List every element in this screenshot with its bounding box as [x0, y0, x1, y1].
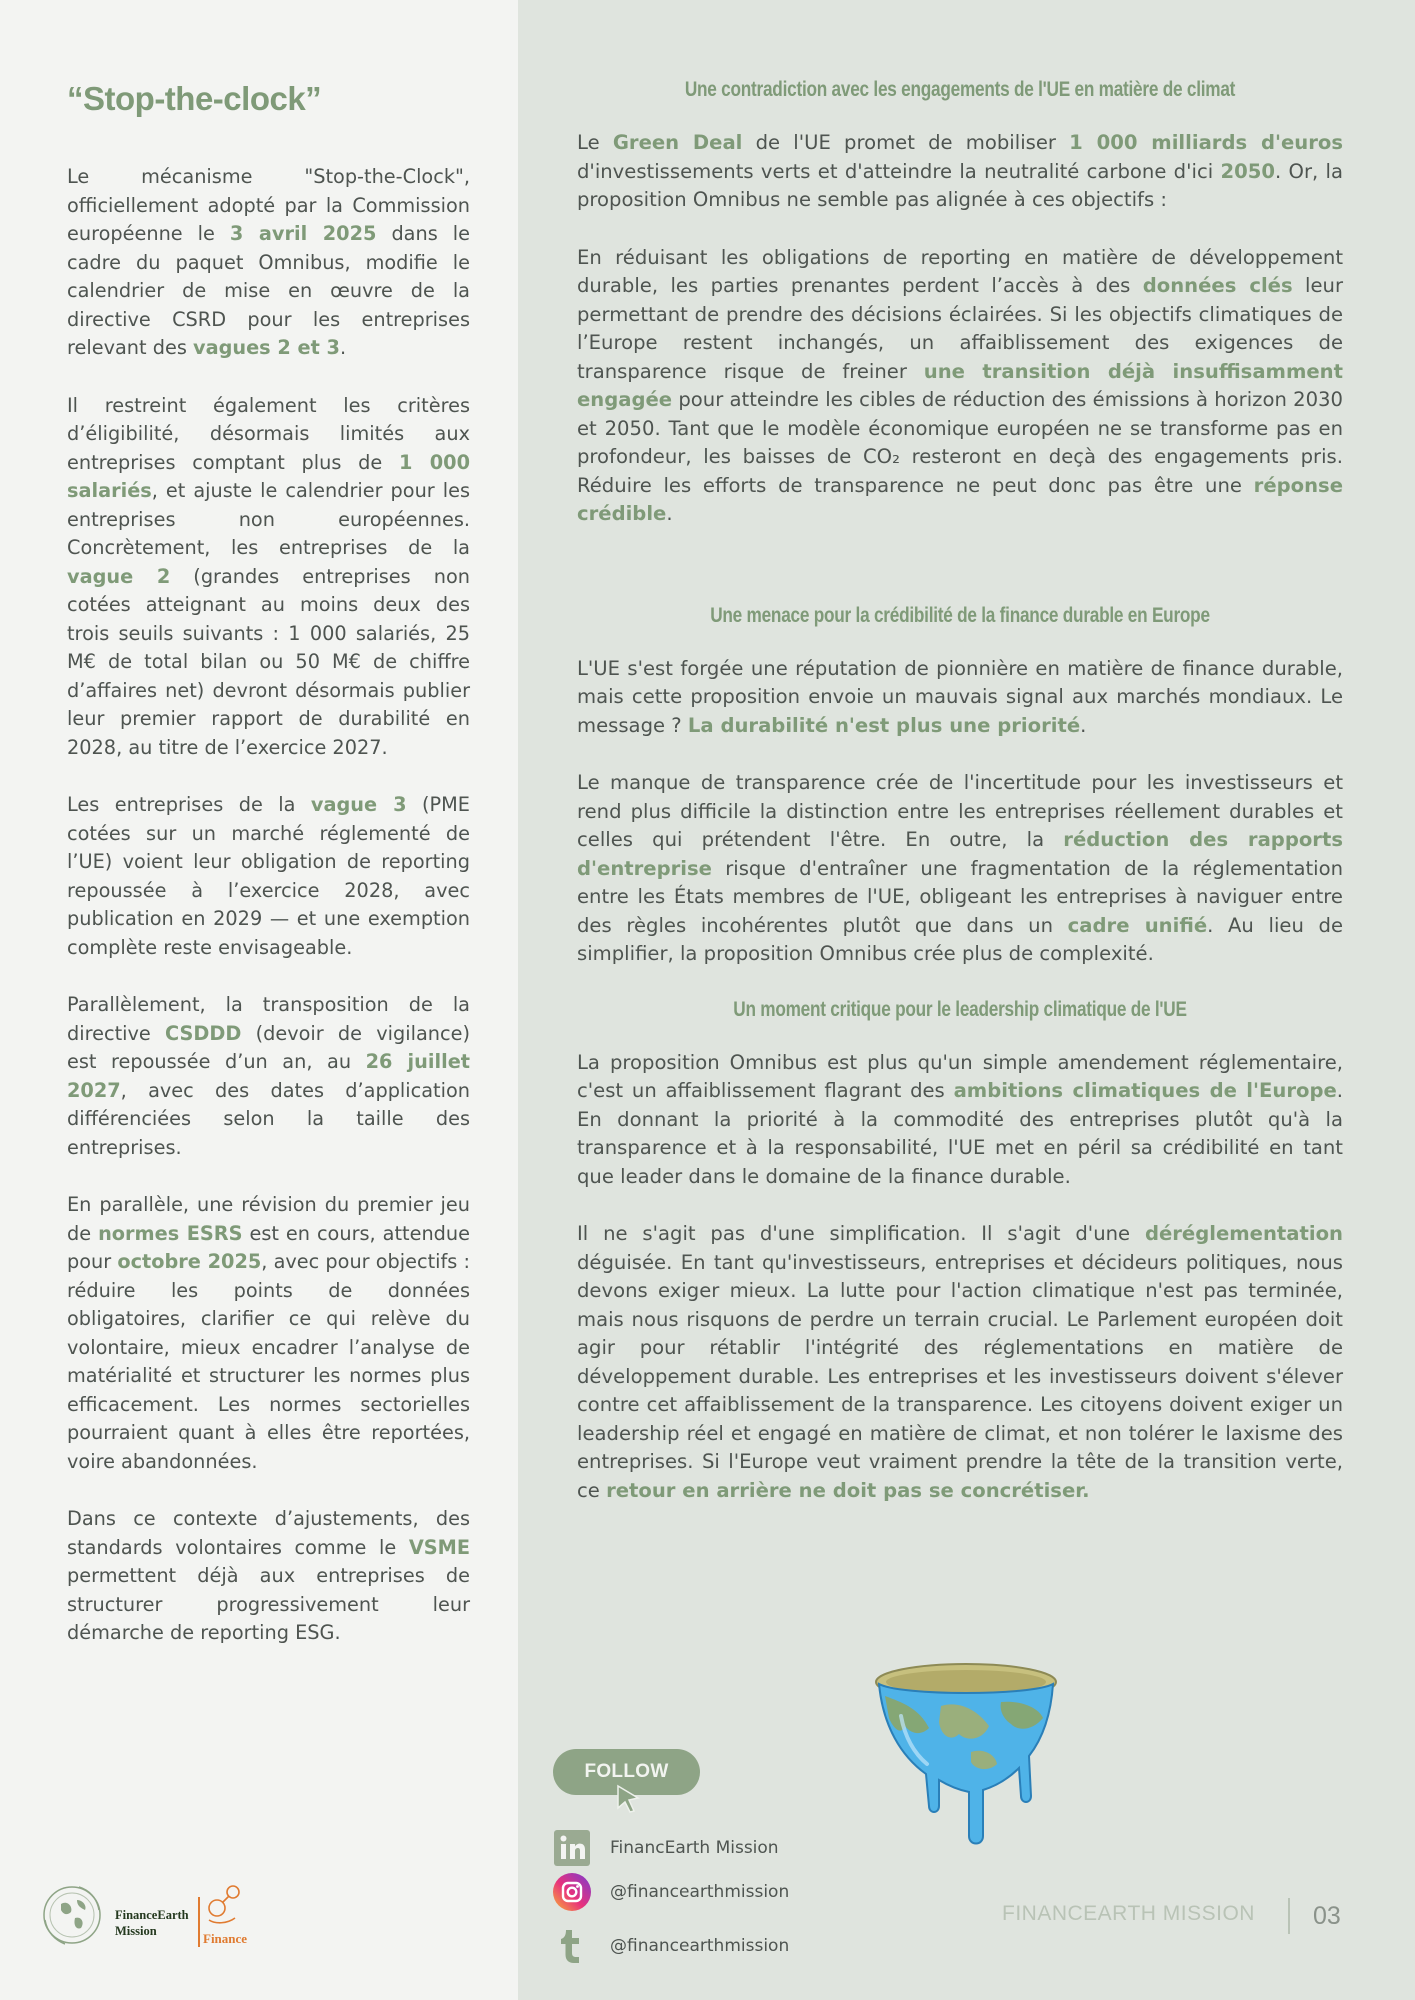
linkedin-handle: FinancEarth Mission [610, 1838, 779, 1858]
body-text: Il restreint également les critères d’éligibilité, désormais limités aux entreprises comptant plus de [67, 393, 470, 474]
highlight-text: déréglementation [1144, 1222, 1343, 1245]
body-text: . [1080, 713, 1087, 737]
body-text: pour atteindre les cibles de réduction des émissions à horizon 2030 et 2050. Tant que le modèle économique européen ne se transforme pas en profondeur, les baisses de CO₂ resteront en deçà des engagements pris. Réduire les efforts de transparence ne peut donc pas être une [577, 388, 1343, 497]
paragraph [67, 1191, 470, 1476]
logo-divider [198, 1897, 200, 1947]
paragraph [67, 1505, 470, 1648]
body-text: . [666, 502, 673, 525]
highlight-text: 26 juillet 2027 [67, 1050, 470, 1102]
highlight-text: CSDDD [164, 1021, 242, 1045]
paragraph [67, 163, 470, 363]
body-text: déguisée. En tant qu'investisseurs, entreprises et décideurs politiques, nous devons exiger mieux. La lutte pour l'action climatique n'est pas terminée, mais nous risquons de perdre un terrain crucial. Le Parlement européen doit agir pour rétablir l'intégrité des réglementations en matière de développement durable. Les entreprises et les investisseurs doivent s'élever contre cet affaiblissement de la transparence. Les citoyens doivent exiger un leadership réel et engagé en matière de climat, et non tolérer le laxisme des entreprises. Si l'Europe veut vraiment prendre la tête de la transition verte, ce [577, 1250, 1343, 1502]
body-text: est en cours, attendue pour [67, 1221, 470, 1273]
highlight-text: octobre 2025 [117, 1250, 262, 1273]
section-heading: Une contradiction avec les engagements de l'UE en matière de climat [684, 78, 1236, 101]
body-text: , et ajuste le calendrier pour les entreprises non européennes. Concrètement, les entreprises de la [67, 479, 470, 559]
paragraph [577, 244, 1343, 529]
highlight-text: VSME [408, 1535, 470, 1559]
highlight-text: 3 avril 2025 [229, 222, 377, 245]
paragraph [577, 769, 1343, 969]
body-text: L'UE s'est forgée une réputation de pionnière en matière de finance durable, mais cette proposition envoie un mauvais signal aux marchés mondiaux. Le message ? [577, 656, 1343, 737]
instagram-handle: @financearthmission [610, 1882, 790, 1902]
logo-finance-label: Finance [203, 1931, 248, 1946]
financeearth-logo-globe [37, 1880, 107, 1950]
body-text: risque d'entraîner une fragmentation de la réglementation entre les États membres de l'UE, obligeant les entreprises à naviguer entre des règles incohérentes plutôt que dans un [577, 856, 1343, 937]
highlight-text: réduction des rapports d'entreprise [577, 828, 1343, 880]
linkedin-link[interactable] [552, 1828, 779, 1868]
footer-title: FINANCEARTH MISSION [1002, 1902, 1255, 1925]
body-text: Le mécanisme "Stop-the-Clock", officiellement adopté par la Commission européenne le [67, 165, 470, 245]
footer-divider [1288, 1898, 1290, 1934]
body-text: Les entreprises de la [67, 793, 311, 816]
finance-logo-icon [205, 1880, 245, 1928]
body-text: Le [577, 131, 613, 154]
highlight-text: réponse crédible [577, 473, 1343, 525]
right-text-block [577, 78, 1343, 1534]
logo-line-2: Mission [115, 1924, 157, 1938]
body-text: d'investissements verts et d'atteindre la neutralité carbone d'ici [577, 159, 1221, 183]
body-text: (devoir de vigilance) est repoussée d’un an, au [67, 1021, 470, 1073]
logo-line-1: FinanceEarth [115, 1908, 189, 1922]
body-text: Il ne s'agit pas d'une simplification. Il s'agit d'une [577, 1222, 1145, 1245]
paragraph [67, 392, 470, 763]
body-text: . Or, la proposition Omnibus ne semble pas alignée à ces objectifs : [577, 159, 1343, 211]
body-text: En réduisant les obligations de reporting en matière de développement durable, les parties prenantes perdent l’accès à des [577, 245, 1343, 297]
body-text: Parallèlement, la transposition de la directive [67, 993, 470, 1045]
left-title: “Stop-the-clock” [67, 80, 322, 117]
instagram-link[interactable] [552, 1872, 789, 1912]
left-text-block [67, 163, 470, 1677]
highlight-text: vague 2 [67, 564, 171, 588]
body-text: . [339, 336, 347, 359]
linkedin-icon [552, 1828, 592, 1868]
tumblr-icon [552, 1926, 592, 1966]
paragraph [67, 991, 470, 1162]
paragraph [577, 1049, 1343, 1192]
body-text: La proposition Omnibus est plus qu'un simple amendement réglementaire, c'est un affaiblissement flagrant des [577, 1050, 1343, 1102]
body-text: En parallèle, une révision du premier jeu de [67, 1193, 470, 1245]
paragraph [577, 129, 1343, 215]
highlight-text: retour en arrière ne doit pas se concrétiser. [606, 1478, 1090, 1502]
cursor-icon [616, 1784, 642, 1814]
highlight-text: une transition déjà insuffisamment engagée [577, 359, 1343, 411]
tumblr-handle: @financearthmission [610, 1936, 790, 1956]
body-text: dans le cadre du paquet Omnibus, modifie le calendrier de mise en œuvre de la directive CSRD pour les entreprises relevant des [67, 222, 470, 359]
highlight-text: vague 3 [310, 793, 407, 816]
section-gap [577, 558, 1343, 604]
paragraph [577, 655, 1343, 741]
melting-globe-illustration [871, 1656, 1061, 1846]
highlight-text: données clés [1142, 274, 1293, 297]
highlight-text: La durabilité n'est plus une priorité [687, 713, 1081, 737]
highlight-text: Green Deal [612, 131, 743, 154]
body-text: . Au lieu de simplifier, la proposition Omnibus crée plus de complexité. [577, 913, 1344, 965]
section-heading: Une menace pour la crédibilité de la finance durable en Europe [710, 603, 1210, 627]
highlight-text: 2050 [1220, 159, 1276, 183]
body-text: permettent déjà aux entreprises de structurer progressivement leur démarche de reporting ESG. [67, 1564, 470, 1644]
logo-name [115, 1907, 189, 1939]
highlight-text: ambitions climatiques de l'Europe [953, 1079, 1337, 1102]
highlight-text: 1 000 milliards d'euros [1069, 131, 1343, 154]
instagram-icon [552, 1872, 592, 1912]
body-text: . En donnant la priorité à la commodité des entreprises plutôt qu'à la transparence et à la responsabilité, l'UE met en péril sa crédibilité en tant que leader dans le domaine de la finance durable. [577, 1079, 1343, 1188]
body-text: Dans ce contexte d’ajustements, des standards volontaires comme le [67, 1507, 470, 1559]
body-text: (grandes entreprises non cotées atteignant au moins deux des trois seuils suivants : 1 000 salariés, 25 M€ de total bilan ou 50 M€ de chiffre d’affaires net) devront désormais publier leur premier rapport de durabilité en 2028, au titre de l’exercice 2027. [67, 564, 470, 759]
body-text: (PME cotées sur un marché réglementé de l’UE) voient leur obligation de reporting repoussée à l’exercice 2028, avec publication en 2029 — et une exemption complète reste envisageable. [67, 793, 470, 959]
body-text: , avec pour objectifs : réduire les points de données obligatoires, clarifier ce qui relève du volontaire, mieux encadrer l’analyse de matérialité et structurer les normes plus efficacement. Les normes sectorielles pourraient quant à elles être reportées, voire abandonnées. [67, 1250, 471, 1473]
section-heading: Un moment critique pour le leadership climatique de l'UE [733, 997, 1187, 1021]
page-number: 03 [1313, 1902, 1341, 1930]
body-text: de l'UE promet de mobiliser [742, 131, 1070, 154]
tumblr-link[interactable] [552, 1926, 789, 1966]
highlight-text: cadre unifié [1067, 913, 1208, 937]
highlight-text: vagues 2 et 3 [193, 336, 340, 359]
paragraph [67, 791, 470, 962]
body-text: leur permettant de prendre des décisions éclairées. Si les objectifs climatiques de l’Europe restent inchangés, un affaiblissement des exigences de transparence risque de freiner [577, 274, 1344, 383]
highlight-text: 1 000 salariés [67, 450, 470, 502]
body-text: , avec des dates d’application différenciées selon la taille des entreprises. [67, 1078, 470, 1159]
highlight-text: normes ESRS [98, 1221, 243, 1245]
body-text: Le manque de transparence crée de l'incertitude pour les investisseurs et rend plus difficile la distinction entre les entreprises réellement durables et celles qui prétendent l'être. En outre, la [577, 771, 1343, 851]
follow-button[interactable]: FOLLOW [553, 1749, 700, 1795]
paragraph [577, 1220, 1343, 1505]
